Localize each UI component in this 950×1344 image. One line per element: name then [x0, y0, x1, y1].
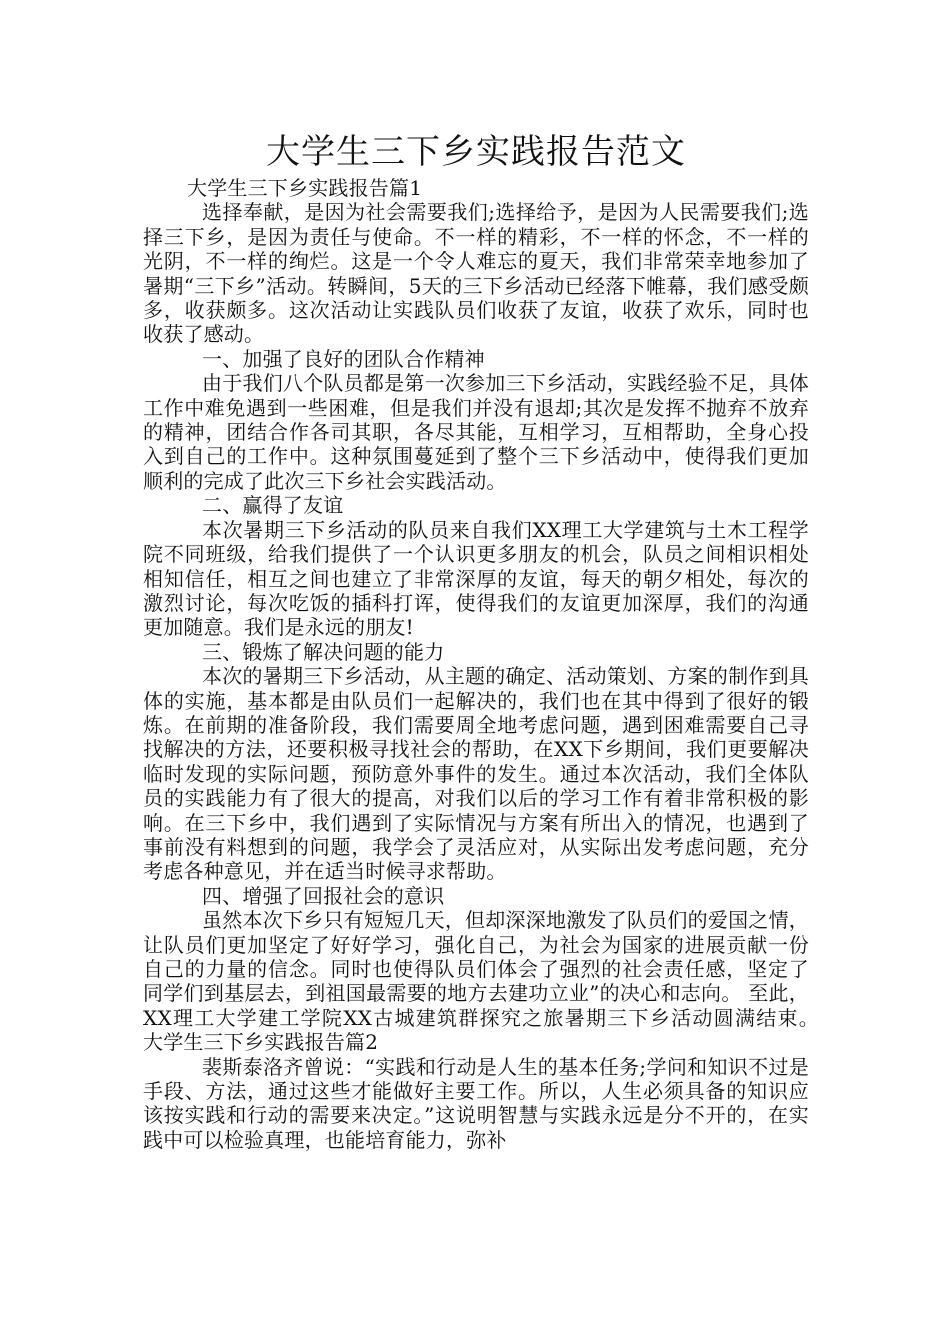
heading-problem-solving: 三、锻炼了解决问题的能力 [202, 639, 445, 664]
heading-teamwork: 一、加强了良好的团队合作精神 [202, 346, 485, 371]
paragraph-friendship: 本次暑期三下乡活动的队员来自我们XX理工大学建筑与土木工程学院不同班级，给我们提供了一个认识更多朋友的机会，队员之间相识相处相知信任，相互之间也建立了非常深厚的友谊，每天的朝夕相处，每次的激烈讨论，每次吃饭的插科打诨，使得我们的友谊更加深厚，我们的沟通更加随意。我们是永远的朋友! [143, 517, 809, 640]
document-body [143, 176, 870, 1152]
document-page [143, 128, 870, 1152]
heading-friendship: 二、赢得了友谊 [202, 493, 344, 518]
heading-social-awareness: 四、增强了回报社会的意识 [202, 883, 445, 908]
document-title: 大学生三下乡实践报告范文 [266, 132, 686, 172]
paragraph-report-2-quote: 裴斯泰洛齐曾说：“实践和行动是人生的基本任务;学问和知识不过是手段、方法，通过这些才能做好主要工作。所以，人生必须具备的知识应该按实践和行动的需要来决定。”这说明智慧与实践永远是分不开的，在实践中可以检验真理，也能培育能力，弥补 [143, 1054, 809, 1152]
paragraph-problem-solving: 本次的暑期三下乡活动，从主题的确定、活动策划、方案的制作到具体的实施，基本都是由队员们一起解决的，我们也在其中得到了很好的锻炼。在前期的准备阶段，我们需要周全地考虑问题，遇到困难需要自己寻找解决的方法，还要积极寻找社会的帮助，在XX下乡期间，我们更要解决临时发现的实际问题，预防意外事件的发生。通过本次活动，我们全体队员的实践能力有了很大的提高，对我们以后的学习工作有着非常积极的影响。在三下乡中，我们遇到了实际情况与方案有所出入的情况，也遇到了事前没有料想到的问题，我学会了灵活应对，从实际出发考虑问题，充分考虑各种意见，并在适当时候寻求帮助。 [143, 664, 809, 884]
section-heading-report-1: 大学生三下乡实践报告篇1 [187, 176, 423, 200]
paragraph-teamwork: 由于我们八个队员都是第一次参加三下乡活动，实践经验不足，具体工作中难免遇到一些困难，但是我们并没有退却;其次是发挥不抛弃不放弃的精神，团结合作各司其职，各尽其能，互相学习，互相帮助，全身心投入到自己的工作中。这种氛围蔓延到了整个三下乡活动中，使得我们更加顺利的完成了此次三下乡社会实践活动。 [143, 371, 809, 493]
paragraph-intro: 选择奉献，是因为社会需要我们;选择给予，是因为人民需要我们;选择三下乡，是因为责任与使命。不一样的精彩，不一样的怀念，不一样的光阴，不一样的绚烂。这是一个令人难忘的夏天，我们非常荣幸地参加了暑期“三下乡”活动。转瞬间，5天的三下乡活动已经落下帷幕，我们感受颇多，收获颇多。这次活动让实践队员们收获了友谊，收获了欢乐，同时也收获了感动。 [143, 200, 809, 347]
paragraph-social-awareness: 虽然本次下乡只有短短几天，但却深深地激发了队员们的爱国之情，让队员们更加坚定了好好学习，强化自己，为社会为国家的进展贡献一份自己的力量的信念。同时也使得队员们体会了强烈的社会责任感，坚定了同学们到基层去，到祖国最需要的地方去建功立业”的决心和志向。 至此，XX理工大学建工学院XX古城建筑群探究之旅暑期三下乡活动圆满结束。 大学生三下乡实践报告篇2 [143, 908, 870, 1055]
